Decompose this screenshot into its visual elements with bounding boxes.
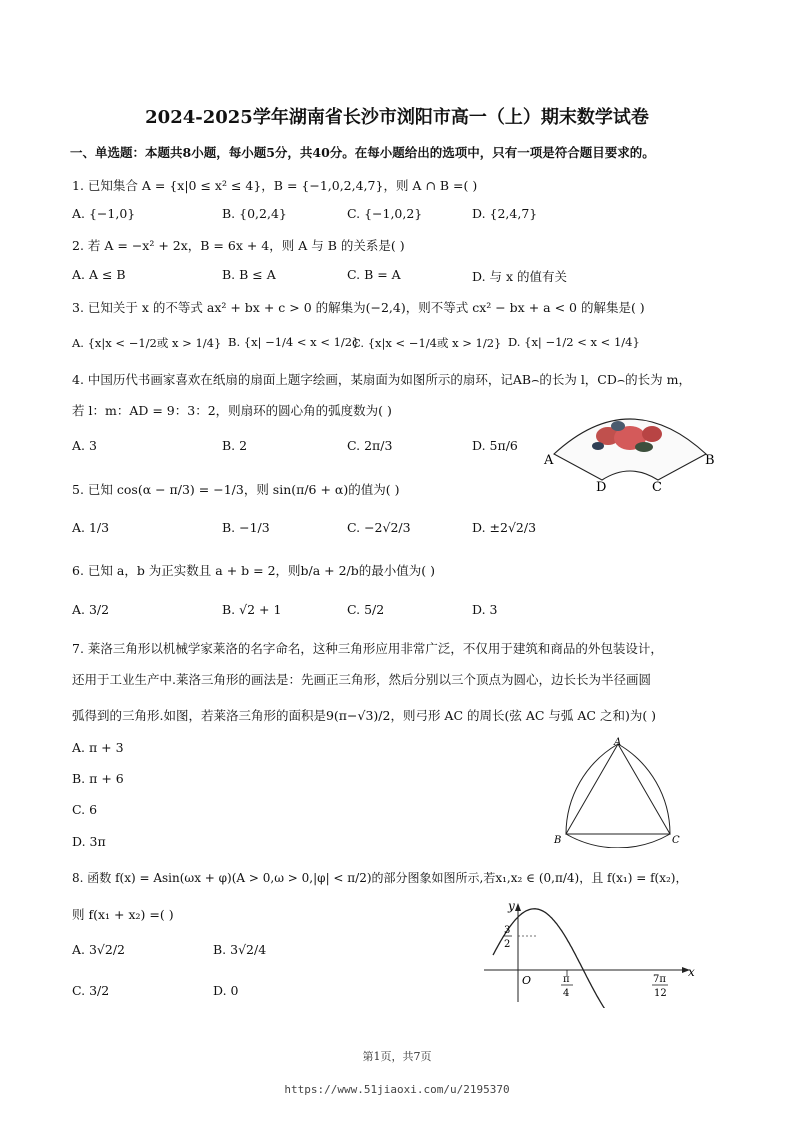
question-1-stem: 1. 已知集合 A = {x|0 ≤ x² ≤ 4}，B = {−1,0,2,4,7}，则 A ∩ B =( ) xyxy=(72,178,478,193)
page-footer: 第1页，共7页 xyxy=(362,1050,432,1063)
question-4-stem-line2: 若 l：m：AD = 9：3：2，则扇环的圆心角的弧度数为( ) xyxy=(72,403,392,418)
question-7-stem-line3: 弧得到的三角形.如图，若莱洛三角形的面积是9(π−√3)/2，则弓形 AC 的周长(弦 AC 与弧 AC 之和)为( ) xyxy=(72,708,657,723)
q7-option-c: C. 6 xyxy=(72,802,98,817)
q3-option-b: B. {x| −1/4 < x < 1/2} xyxy=(228,335,360,349)
q5-option-c: C. −2√2/3 xyxy=(347,520,411,535)
question-6-stem: 6. 已知 a，b 为正实数且 a + b = 2，则b/a + 2/b的最小值为( ) xyxy=(72,563,436,578)
question-3-stem: 3. 已知关于 x 的不等式 ax² + bx + c > 0 的解集为(−2,4)，则不等式 cx² − bx + a < 0 的解集是( ) xyxy=(72,300,645,315)
question-5-stem: 5. 已知 cos(α − π/3) = −1/3，则 sin(π/6 + α)的值为( ) xyxy=(72,482,400,497)
origin-label: O xyxy=(522,974,532,987)
q2-option-c: C. B = A xyxy=(347,267,401,282)
reuleaux-label-a: A xyxy=(614,737,622,748)
q1-option-b: B. {0,2,4} xyxy=(222,206,287,221)
q4-option-d: D. 5π/6 xyxy=(472,438,518,453)
q7-option-a: A. π + 3 xyxy=(72,740,124,755)
tick-7pi12-numerator: 7π xyxy=(653,974,666,985)
q6-option-a: A. 3/2 xyxy=(72,602,110,617)
q5-option-b: B. −1/3 xyxy=(222,520,270,535)
q8-option-a: A. 3√2/2 xyxy=(72,942,126,957)
page-title: 2024-2025学年湖南省长沙市浏阳市高一（上）期末数学试卷 xyxy=(145,107,649,128)
q4-option-a: A. 3 xyxy=(72,438,97,453)
q7-option-d: D. 3π xyxy=(72,834,106,849)
q4-option-b: B. 2 xyxy=(222,438,248,453)
y-axis-label: y xyxy=(508,899,515,913)
q8-option-c: C. 3/2 xyxy=(72,983,110,998)
watermark-url[interactable]: https://www.51jiaoxi.com/u/2195370 xyxy=(284,1083,510,1096)
q6-option-b: B. √2 + 1 xyxy=(222,602,282,617)
fan-label-a: A xyxy=(544,453,554,468)
tick-pi4-numerator: π xyxy=(563,974,570,985)
q1-option-c: C. {−1,0,2} xyxy=(347,206,423,221)
fan-label-b: B xyxy=(705,453,715,468)
section-heading: 一、单选题：本题共8小题，每小题5分，共40分。在每小题给出的选项中，只有一项是符合题目要求的。 xyxy=(70,145,655,160)
question-7-stem-line1: 7. 莱洛三角形以机械学家莱洛的名字命名，这种三角形应用非常广泛，不仅用于建筑和商品的外包装设计， xyxy=(72,641,663,656)
amplitude-numerator: 3 xyxy=(504,925,511,936)
q8-option-d: D. 0 xyxy=(213,983,239,998)
q2-option-a: A. A ≤ B xyxy=(72,267,126,282)
q6-option-d: D. 3 xyxy=(472,602,498,617)
x-axis-label: x xyxy=(688,965,695,979)
fan-label-c: C xyxy=(652,480,662,494)
fan-label-d: D xyxy=(596,480,607,494)
question-8-stem-line1: 8. 函数 f(x) = Asin(ωx + φ)(A > 0,ω > 0,|φ| < π/2)的部分图象如图所示,若x₁,x₂ ∈ (0,π/4)，且 f(x₁) = f(x₂)， xyxy=(72,871,688,885)
q3-option-d: D. {x| −1/2 < x < 1/4} xyxy=(508,335,640,349)
q3-option-c: C. {x|x < −1/4或 x > 1/2} xyxy=(352,336,502,350)
fan-figure xyxy=(540,392,720,494)
question-2-stem: 2. 若 A = −x² + 2x，B = 6x + 4，则 A 与 B 的关系是( ) xyxy=(72,238,405,253)
q8-option-b: B. 3√2/4 xyxy=(213,942,267,957)
q2-option-b: B. B ≤ A xyxy=(222,267,276,282)
q6-option-c: C. 5/2 xyxy=(347,602,385,617)
q4-option-c: C. 2π/3 xyxy=(347,438,393,453)
reuleaux-label-c: C xyxy=(672,835,680,846)
question-8-stem-line2: 则 f(x₁ + x₂) =( ) xyxy=(72,907,174,922)
tick-7pi12-denominator: 12 xyxy=(654,988,667,999)
q3-option-a: A. {x|x < −1/2或 x > 1/4} xyxy=(72,336,222,350)
q7-option-b: B. π + 6 xyxy=(72,771,124,786)
question-7-stem-line2: 还用于工业生产中.莱洛三角形的画法是：先画正三角形，然后分别以三个顶点为圆心，边长长为半径画圆 xyxy=(72,672,651,687)
question-4-stem-line1: 4. 中国历代书画家喜欢在纸扇的扇面上题字绘画，某扇面为如图所示的扇环，记AB⌢的长为 l，CD⌢的长为 m， xyxy=(72,372,691,387)
q2-option-d: D. 与 x 的值有关 xyxy=(472,269,568,284)
q5-option-d: D. ±2√2/3 xyxy=(472,520,537,535)
tick-pi4-denominator: 4 xyxy=(563,988,570,999)
sine-graph-figure xyxy=(478,898,700,1008)
reuleaux-figure xyxy=(548,736,688,848)
q1-option-a: A. {−1,0} xyxy=(72,206,136,221)
q5-option-a: A. 1/3 xyxy=(72,520,110,535)
reuleaux-label-b: B xyxy=(554,835,562,846)
amplitude-denominator: 2 xyxy=(504,939,511,950)
q1-option-d: D. {2,4,7} xyxy=(472,206,538,221)
